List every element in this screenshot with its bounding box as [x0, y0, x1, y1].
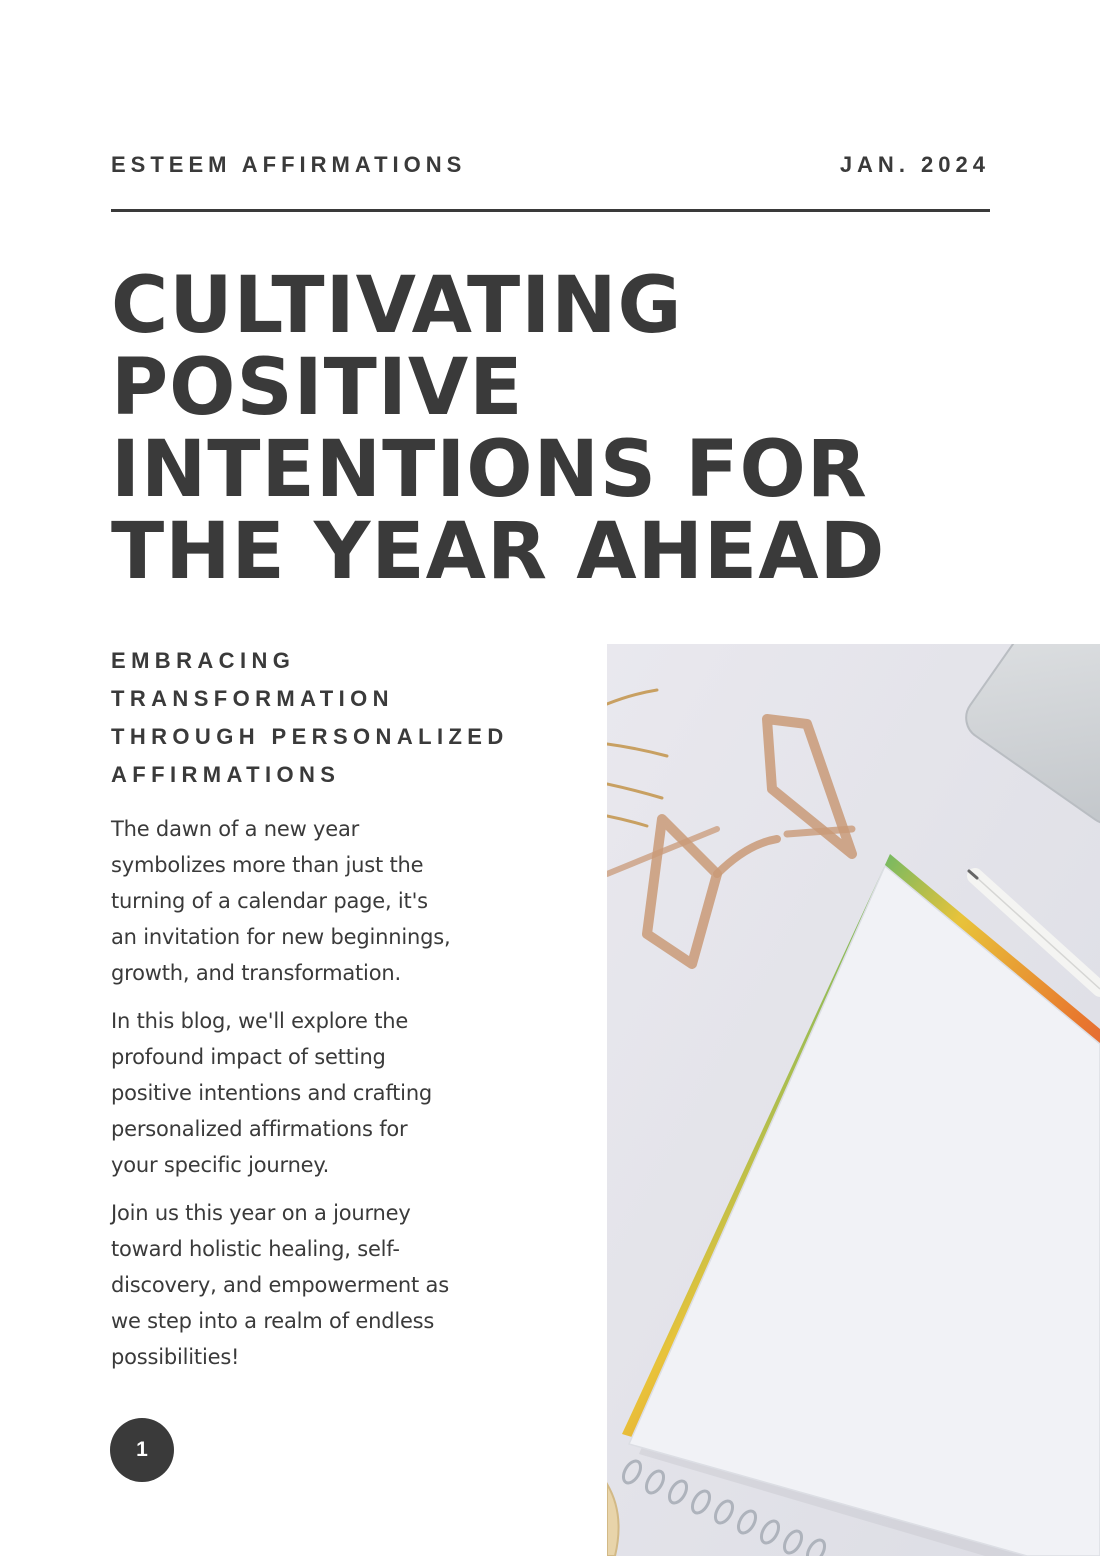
text-line: symbolizes more than just the: [111, 853, 424, 877]
text-line: personalized affirmations for: [111, 1117, 408, 1141]
text-line: an invitation for new beginnings,: [111, 925, 451, 949]
paragraph: [111, 811, 511, 991]
text-line: turning of a calendar page, it's: [111, 889, 428, 913]
hero-photo: [607, 644, 1100, 1556]
title-line: CULTIVATING: [111, 261, 683, 351]
text-line: profound impact of setting: [111, 1045, 386, 1069]
page-number-badge: [110, 1418, 174, 1482]
text-line: discovery, and empowerment as: [111, 1273, 449, 1297]
text-line: growth, and transformation.: [111, 961, 401, 985]
subtitle-line: TRANSFORMATION: [111, 686, 394, 711]
subtitle: [111, 642, 581, 794]
text-line: we step into a realm of endless: [111, 1309, 435, 1333]
page-title: [111, 261, 971, 597]
issue-date: JAN. 2024: [839, 152, 990, 177]
text-line: positive intentions and crafting: [111, 1081, 433, 1105]
text-line: The dawn of a new year: [111, 817, 360, 841]
text-line: your specific journey.: [111, 1153, 330, 1177]
paragraph: [111, 1003, 511, 1183]
text-line: In this blog, we'll explore the: [111, 1009, 409, 1033]
page-number: 1: [136, 1438, 148, 1461]
title-line: INTENTIONS FOR: [111, 425, 868, 515]
header: [111, 152, 990, 180]
text-line: possibilities!: [111, 1345, 240, 1369]
paragraph: [111, 1195, 511, 1375]
text-line: Join us this year on a journey: [111, 1201, 411, 1225]
title-line: POSITIVE: [111, 343, 524, 433]
subtitle-line: THROUGH PERSONALIZED: [111, 724, 509, 749]
subtitle-line: AFFIRMATIONS: [111, 762, 341, 787]
text-line: toward holistic healing, self-: [111, 1237, 400, 1261]
header-divider: [111, 209, 990, 212]
title-line: THE YEAR AHEAD: [111, 507, 886, 597]
brand-name: ESTEEM AFFIRMATIONS: [111, 152, 467, 177]
subtitle-line: EMBRACING: [111, 648, 296, 673]
article-body: [111, 811, 511, 1387]
